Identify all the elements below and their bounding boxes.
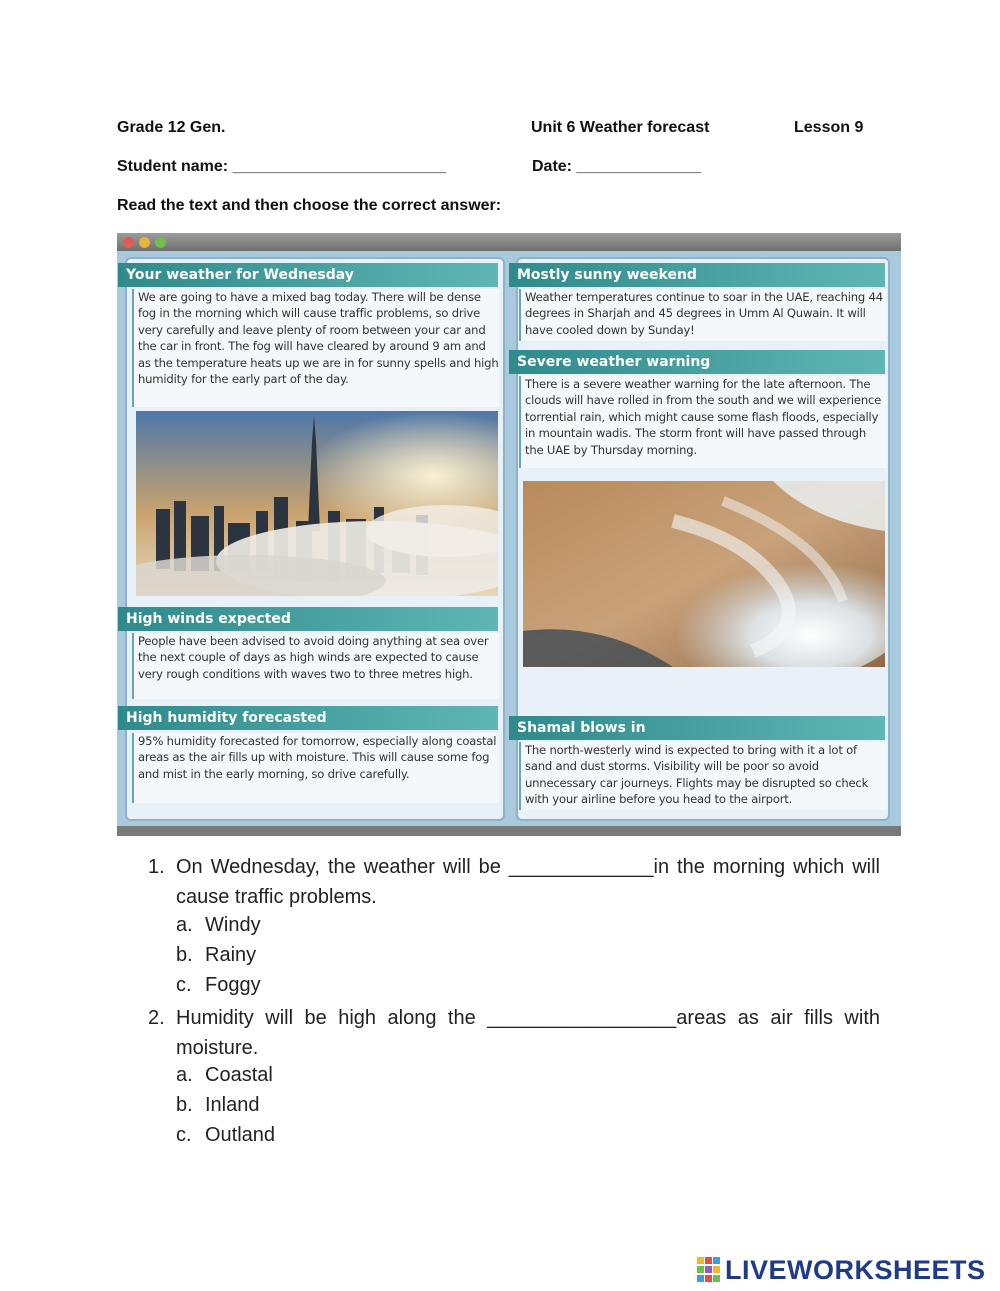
winds-text: People have been advised to avoid doing anything at sea over the next couple of days as high winds are expected to cause very rough conditions with waves two to three metres high. — [132, 633, 499, 699]
minimize-dot-icon — [139, 237, 150, 248]
wednesday-title: Your weather for Wednesday — [118, 263, 498, 287]
q1-option-a[interactable]: Windy — [205, 914, 261, 936]
window-footer — [117, 826, 901, 836]
q2-option-c-letter: c. — [176, 1124, 192, 1146]
article-page — [117, 251, 901, 826]
severe-text: There is a severe weather warning for the late afternoon. The clouds will have rolled in from the south and we will experience torrential rain, which might cause some flash floods, especially in mountain wadis. The storm front will have passed through the UAE by Thursday morning. — [519, 376, 887, 468]
humidity-text: 95% humidity forecasted for tomorrow, especially along coastal areas as the air fills up with moisture. This will cause some fog and mist in the early morning, so drive carefully. — [132, 733, 499, 803]
instruction: Read the text and then choose the correct answer: — [117, 197, 502, 214]
weekend-title: Mostly sunny weekend — [509, 263, 885, 287]
unit-label: Unit 6 Weather forecast — [531, 119, 710, 136]
severe-title: Severe weather warning — [509, 350, 885, 374]
winds-title: High winds expected — [118, 607, 498, 631]
grade-label: Grade 12 Gen. — [117, 119, 226, 136]
window-title-bar — [117, 233, 901, 251]
maximize-dot-icon — [155, 237, 166, 248]
q1-option-c[interactable]: Foggy — [205, 974, 261, 996]
q2-option-a-letter: a. — [176, 1064, 193, 1086]
date-field: Date: ______________ — [532, 158, 702, 175]
q2-option-b-letter: b. — [176, 1094, 193, 1116]
liveworksheets-brand: LIVEWORKSHEETS — [725, 1255, 986, 1285]
satellite-storm-photo — [523, 481, 885, 667]
question-1-number: 1. — [148, 856, 165, 878]
article-window — [117, 233, 901, 836]
shamal-title: Shamal blows in — [509, 716, 885, 740]
student-name-field: Student name: ________________________ — [117, 158, 447, 175]
q2-option-b[interactable]: Inland — [205, 1094, 260, 1116]
liveworksheets-logo[interactable] — [697, 1255, 997, 1285]
humidity-title: High humidity forecasted — [118, 706, 498, 730]
q2-option-c[interactable]: Outland — [205, 1124, 276, 1146]
shamal-text: The north-westerly wind is expected to bring with it a lot of sand and dust storms. Visibility will be poor so avoid unnecessary car journeys. Flights may be disrupted so check with your airline before you head to the airport. — [519, 742, 887, 810]
q1-option-c-letter: c. — [176, 974, 192, 996]
question-2-text: Humidity will be high along the _________________areas as air fills with moisture. — [176, 1007, 880, 1059]
wednesday-text: We are going to have a mixed bag today. There will be dense fog in the morning which will cause traffic problems, so drive very carefully and leave plenty of room between your car and the car in front. The fog will have cleared by around 9 am and as the temperature heats up we are in for sunny spells and high humidity for the early part of the day. — [132, 289, 499, 407]
q1-option-b-letter: b. — [176, 944, 193, 966]
close-dot-icon — [123, 237, 134, 248]
q1-option-b[interactable]: Rainy — [205, 944, 257, 966]
q2-option-a[interactable]: Coastal — [205, 1064, 273, 1086]
question-2-number: 2. — [148, 1007, 165, 1029]
q1-option-a-letter: a. — [176, 914, 193, 936]
question-1-text: On Wednesday, the weather will be _____________in the morning which will cause traffic problems. — [176, 856, 880, 908]
liveworksheets-logo-icon — [697, 1257, 721, 1283]
city-fog-photo — [136, 411, 498, 596]
weekend-text: Weather temperatures continue to soar in the UAE, reaching 44 degrees in Sharjah and 45 degrees in Umm Al Quwain. It will have cooled down by Sunday! — [519, 289, 887, 341]
lesson-label: Lesson 9 — [794, 119, 864, 136]
